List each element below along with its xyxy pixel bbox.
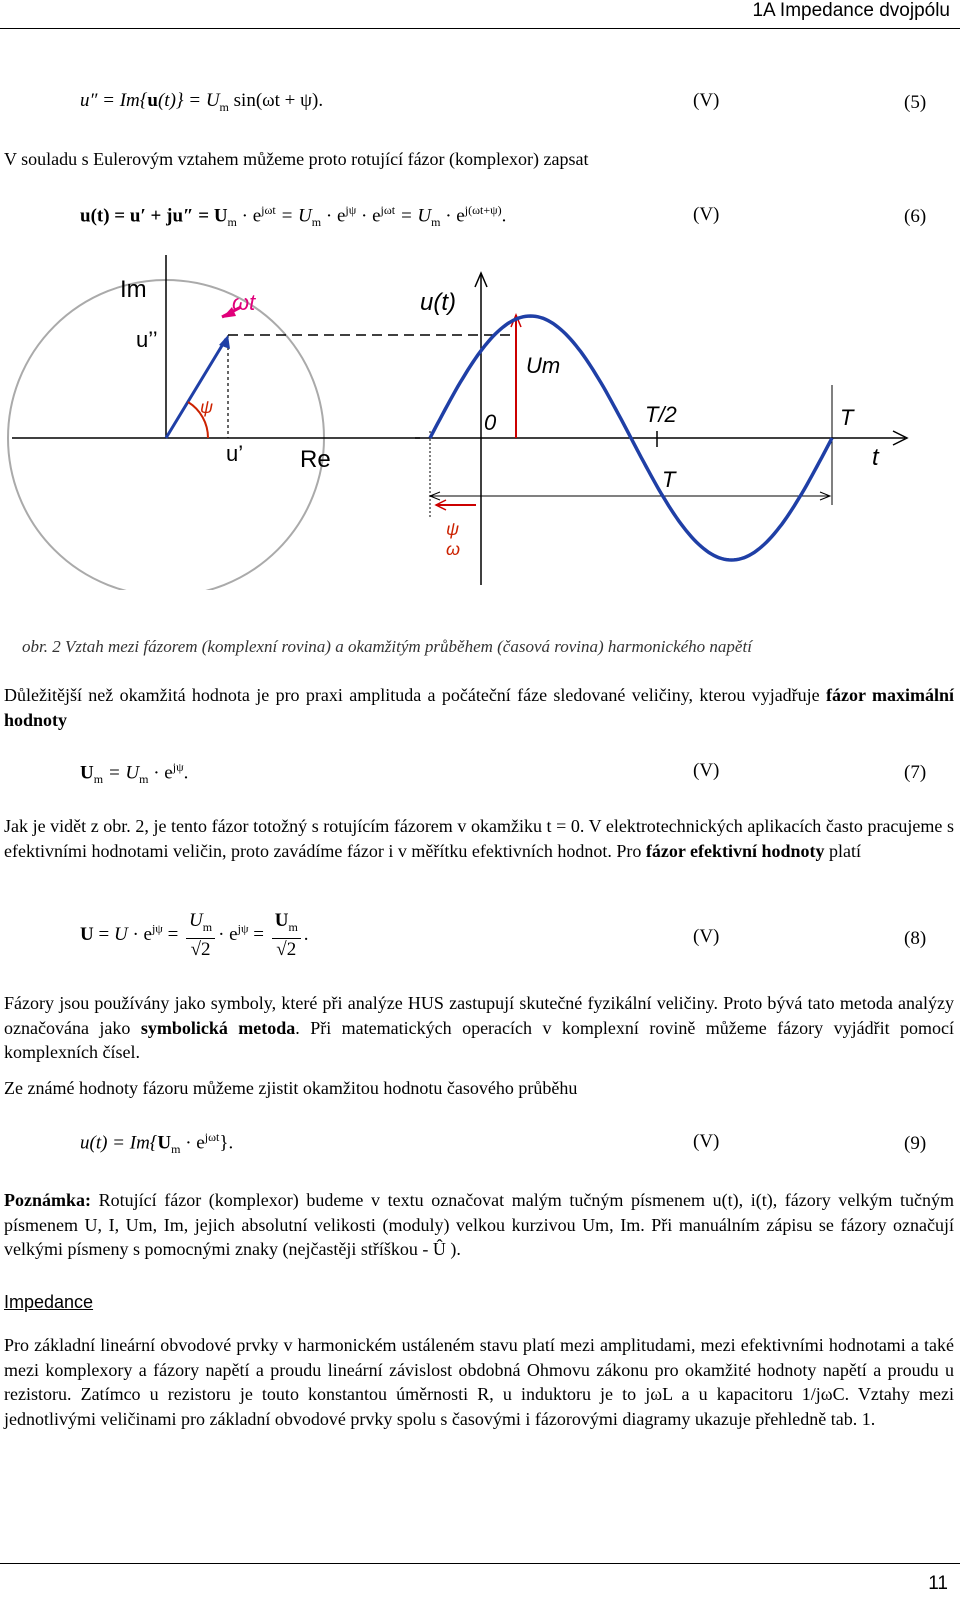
u-real-label: u’: [226, 441, 244, 466]
t-axis-label: t: [872, 444, 879, 471]
equation-6-number: (6): [904, 206, 927, 227]
equation-5: $u'' = Im\{u(t)\} = U_m$ sin(ωt + ψ).: [80, 90, 324, 114]
page-header: [0, 0, 960, 29]
phasor-vector: [166, 339, 226, 438]
half-period-label: T/2: [645, 402, 677, 427]
equation-9-number: (9): [904, 1133, 927, 1154]
im-label: Im: [120, 276, 147, 303]
section-heading-impedance: Impedance: [4, 1292, 94, 1312]
figure-caption: obr. 2 Vztah mezi fázorem (komplexní rovina) a okamžitým průběhem (časová rovina) harmonického napětí: [22, 637, 752, 656]
period-label-top: T: [840, 405, 854, 430]
equation-8-number: (8): [904, 928, 927, 949]
paragraph-effective: Jak je vidět z obr. 2, je tento fázor totožný s rotujícím fázorem v okamžiku t = 0. V elektrotechnických aplikacích často pracujeme s efektivními hodnotami veličin, proto zavádíme fázor i v měřítku efektivních hodnot. Pro fázor efektivní hodnoty platí: [4, 816, 954, 861]
um-label: Um: [526, 353, 561, 378]
note-paragraph: Poznámka: Rotující fázor (komplexor) budeme v textu označovat malým tučným písmenem u(t), i(t), fázory velkým tučným písmenem U, I, Um, Im, jejich absolutní velikosti (moduly) velkou kurzivou Um, Im. Při manuálním zápisu se fázory označují velkými písmeny s pomocnými znaky (nejčastěji stříškou - Û ).: [4, 1190, 954, 1259]
re-label: Re: [300, 446, 331, 473]
u-imag-label: u’’: [136, 327, 158, 352]
omega-t-label: ωt: [232, 290, 256, 315]
equation-7-unit: (V): [693, 760, 720, 781]
equation-6-unit: (V): [693, 204, 720, 225]
equation-7-number: (7): [904, 762, 927, 783]
psi-label: ψ: [200, 397, 214, 417]
ut-label: u(t): [420, 289, 456, 316]
equation-7: $U_m = U_m \cdot e^{j\psi}$.: [80, 760, 189, 787]
paragraph-symbolic: Fázory jsou používány jako symboly, které při analýze HUS zastupují skutečné fyzikální veličiny. Proto bývá tato metoda analýzy označována jako symbolická metoda. Při matematických operacích v komplexní rovině můžeme fázory vyjádřit pomocí komplexních čísel.: [4, 993, 955, 1062]
paragraph-amplitude: Důležitější než okamžitá hodnota je pro praxi amplituda a počáteční fáze sledované veličiny, kterou vyjadřuje fázor maximální hodnoty: [4, 685, 954, 730]
equation-5-number: (5): [904, 92, 927, 113]
equation-8-unit: (V): [693, 926, 720, 947]
euler-intro-text: V souladu s Eulerovým vztahem můžeme proto rotující fázor (komplexor) zapsat: [4, 149, 589, 169]
equation-5-unit: (V): [693, 90, 720, 111]
header-title: 1A Impedance dvojpólu: [752, 0, 950, 21]
omega-denominator: ω: [446, 539, 461, 559]
paragraph-impedance: Pro základní lineární obvodové prvky v harmonickém ustáleném stavu platí mezi amplitudami, mezi efektivními hodnotami a také mezi komplexory a fázory napětí a proudu lineární závislost obdobná Ohmovu zákonu pro okamžité hodnoty napětí a proudu u rezistoru. Zatímco u rezistoru je touto konstantou úměrnosti R, u induktoru je to jωL a u kapacitoru 1/jωC. Vztahy mezi jednotlivými veličinami pro základní obvodové prvky spolu s časovými i fázorovými diagramy ukazuje přehledně tab. 1.: [4, 1335, 954, 1429]
footer-rule: [0, 1563, 960, 1564]
psi-numerator: ψ: [446, 519, 460, 539]
zero-label: 0: [484, 410, 497, 435]
equation-6: $u(t) = u' + ju'' = U_m \cdot e^{j\omega t} = U_m \cdot e^{j\psi} \cdot e^{j\omega t} = U_m \cdot e^{j(\omega t+\psi)}$.: [80, 203, 507, 230]
phasor-time-figure: [0, 255, 960, 590]
equation-9: $u(t) = Im\{U_m \cdot e^{j\omega t}\}$.: [80, 1130, 234, 1157]
paragraph-instant: Ze známé hodnoty fázoru můžeme zjistit okamžitou hodnotu časového průběhu: [4, 1078, 578, 1098]
equation-9-unit: (V): [693, 1131, 720, 1152]
page-number: 11: [928, 1573, 948, 1594]
period-label: T: [662, 467, 676, 492]
equation-8: $U = U \cdot e^{j\psi}$ = $\frac{U_m}{√2}$ · $e^{j\psi}$ = $\frac{U_m}{√2}$ .: [80, 910, 309, 960]
